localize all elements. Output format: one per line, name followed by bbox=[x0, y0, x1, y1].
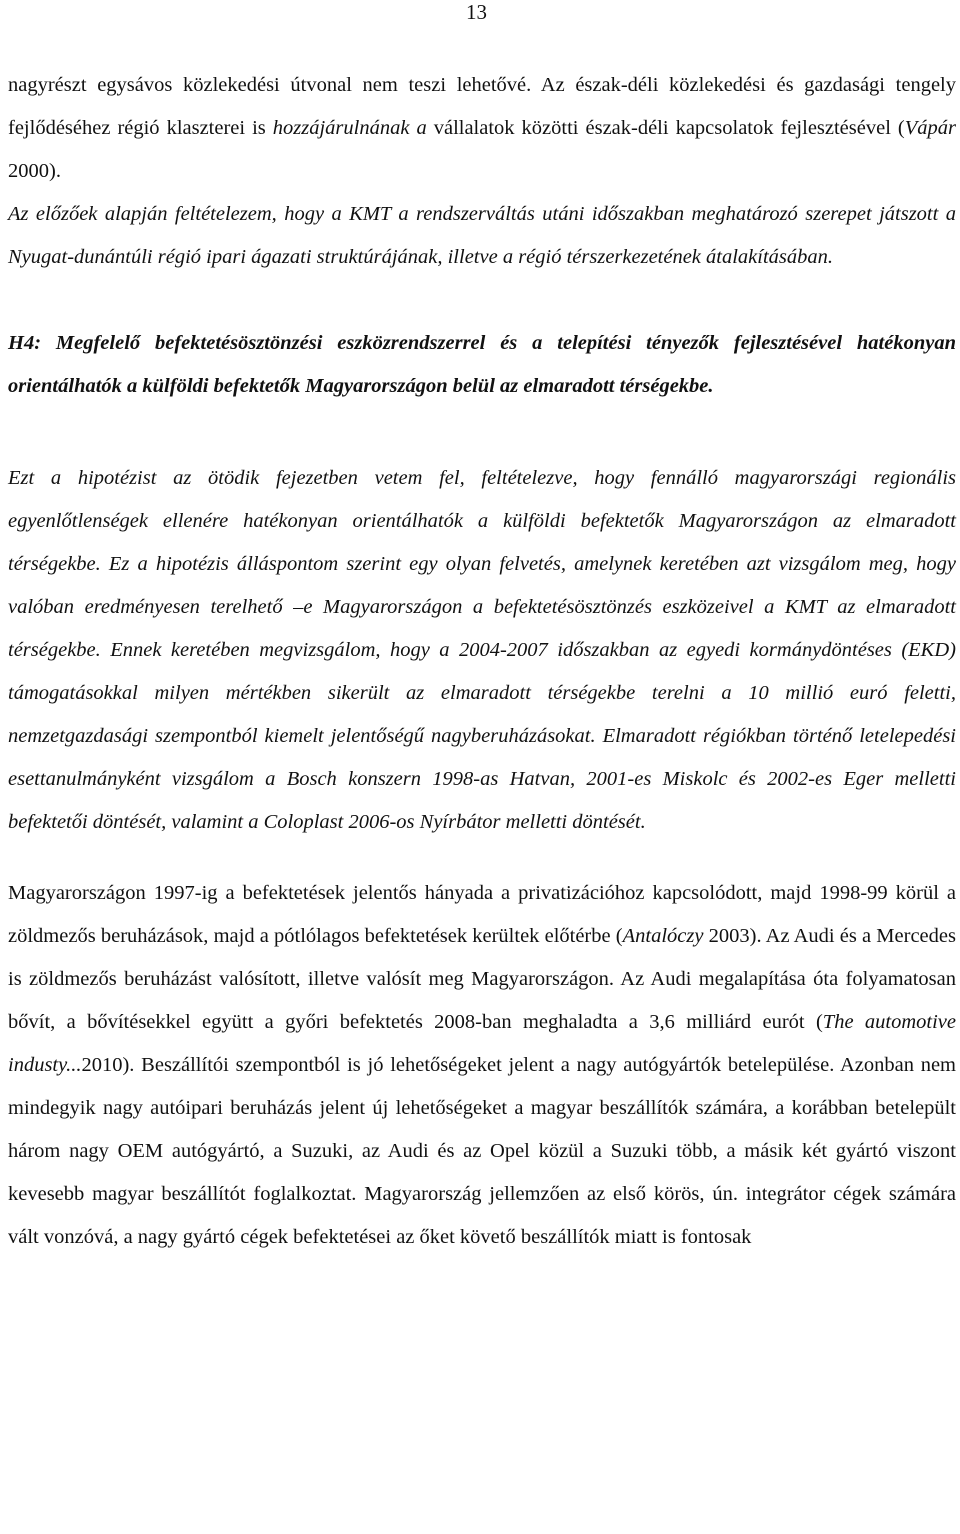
citation-author: Antalóczy bbox=[622, 925, 704, 947]
citation-title: The automotive industy... bbox=[8, 1011, 956, 1076]
text-run: 2000). bbox=[8, 160, 61, 182]
page-number: 13 bbox=[466, 0, 487, 24]
paragraph-assumption: Az előzőek alapján feltételezem, hogy a KMT a rendszerváltás utáni időszakban meghatározó szerepet játszott a Nyugat-dunántúli régió ipari ágazati struktúrájának, illetve a régió térszerkezetének átalakításában. bbox=[8, 203, 956, 268]
paragraph-transport-axis bbox=[8, 64, 956, 193]
document-body bbox=[8, 64, 956, 1259]
text-run: nagyrészt egysávos közlekedési útvonal nem teszi lehetővé. Az észak-déli közlekedési és gazdasági tengely fejlődéséhez régió klaszterei is bbox=[8, 74, 956, 139]
hypothesis-h4: H4: Megfelelő befektetésösztönzési eszközrendszerrel és a telepítési tényezők fejlesztésével hatékonyan orientálhatók a külföldi befektetők Magyarországon belül az elmaradott térségekbe. bbox=[8, 332, 956, 397]
text-run: Magyarországon 1997-ig a befektetések jelentős hányada a privatizációhoz kapcsolódott, majd 1998-99 körül a zöldmezős beruházások, majd a pótlólagos befektetések kerültek előtérbe ( bbox=[8, 882, 956, 947]
text-run: 2010). Beszállítói szempontból is jó lehetőségeket jelent a nagy autógyártók betelepülése. Azonban nem mindegyik nagy autóipari beruházás jelent új lehetőségeket a magyar beszállítók számára, a korábban betelepült három nagy OEM autógyártó, a Suzuki, az Audi és az Opel közül a Suzuki több, a másik két gyártó viszont kevesebb magyar beszállítót foglalkoztat. Magyarország jellemzően az első körös, ún. integrátor cégek számára vált vonzóvá, a nagy gyártó cégek befektetései az őket követő beszállítók miatt is fontosak bbox=[8, 1054, 956, 1248]
italic-run: hozzájárulnának a bbox=[272, 117, 427, 139]
paragraph-hypothesis-discussion: Ezt a hipotézist az ötödik fejezetben vetem fel, feltételezve, hogy fennálló magyarországi regionális egyenlőtlenségek ellenére hatékonyan orientálhatók a külföldi befektetők Magyarországon az elmaradott térségekbe. Ez a hipotézis álláspontom szerint egy olyan felvetés, amelynek keretében azt vizsgálom meg, hogy valóban eredményesen terelhető –e Magyarországon a befektetésösztönzés eszközeivel a KMT az elmaradott térségekbe. Ennek keretében megvizsgálom, hogy a 2004-2007 időszakban az egyedi kormánydöntéses (EKD) támogatásokkal milyen mértékben sikerült az elmaradott térségekbe terelni a 10 millió euró feletti, nemzetgazdasági szempontból kiemelt jelentőségű nagyberuházásokat. Elmaradott régiókban történő letelepedési esettanulmányként vizsgálom a Bosch konszern 1998-as Hatvan, 2001-es Miskolc és 2002-es Eger melletti befektetői döntését, valamint a Coloplast 2006-os Nyírbátor melletti döntését. bbox=[8, 467, 956, 833]
citation-author: Vápár bbox=[904, 117, 956, 139]
paragraph-investments bbox=[8, 872, 956, 1259]
text-run: 2003). Az Audi és a Mercedes is zöldmezős beruházást valósított, illetve valósít meg Magyarországon. Az Audi megalapítása óta folyamatosan bővít, a bővítésekkel együtt a győri befektetés 2008-ban meghaladta a 3,6 milliárd eurót ( bbox=[8, 925, 956, 1033]
text-run: vállalatok közötti észak-déli kapcsolatok fejlesztésével ( bbox=[426, 117, 905, 139]
